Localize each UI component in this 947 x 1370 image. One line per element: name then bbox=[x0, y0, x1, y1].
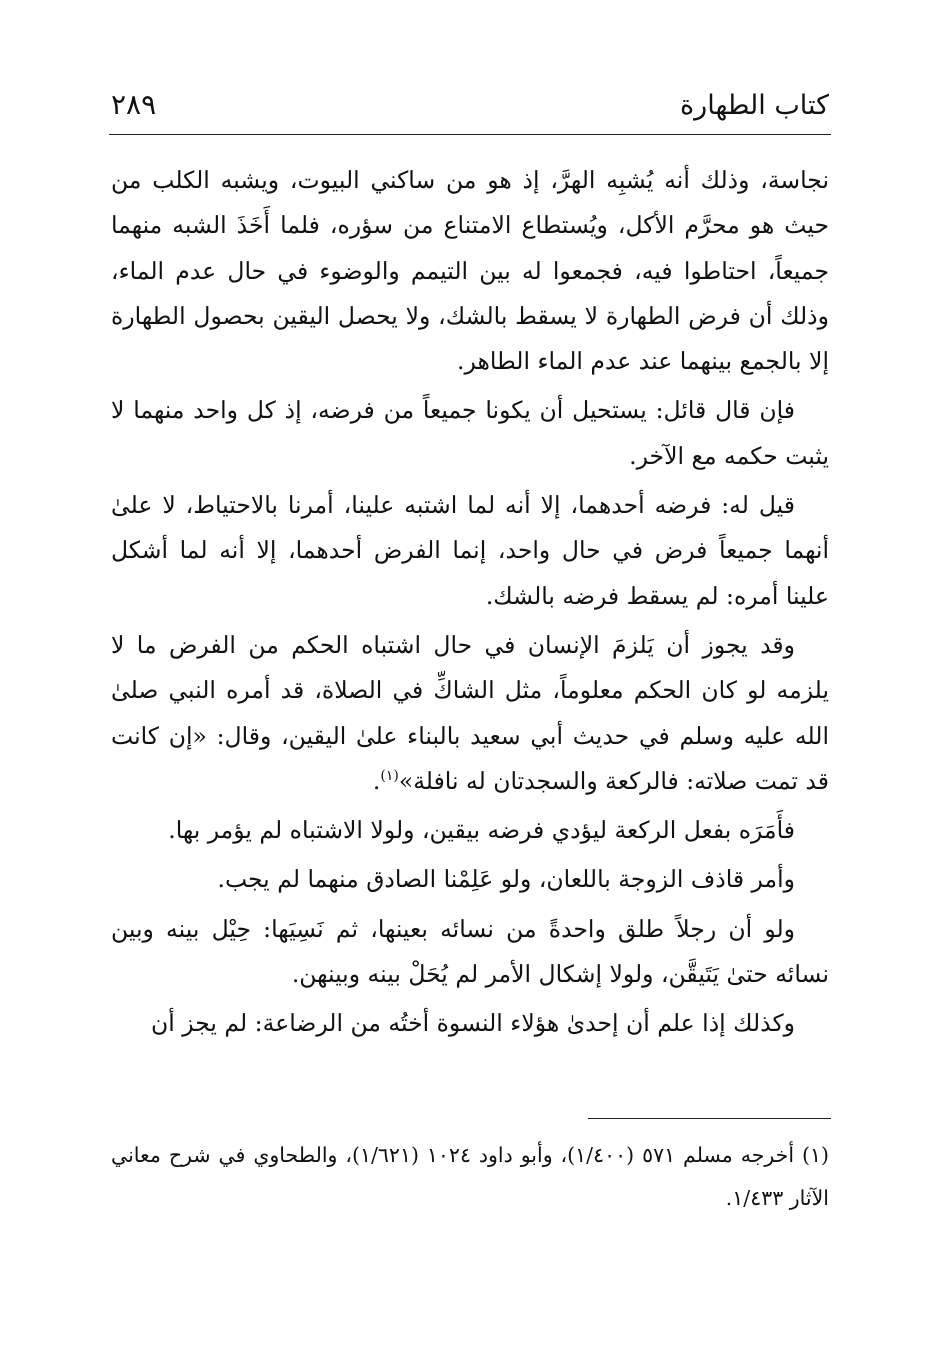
page-header bbox=[111, 84, 829, 130]
paragraph-3: قيل له: فرضه أحدهما، إلا أنه لما اشتبه علينا، أمرنا بالاحتياط، لا علىٰ أنهما جميعاً فرض في حال واحد، إنما الفرض أحدهما، إلا أنه لما أشكل علينا أمره: لم يسقط فرضه بالشك. bbox=[111, 491, 829, 610]
footnote-divider bbox=[588, 1118, 831, 1119]
footnotes bbox=[111, 1134, 829, 1220]
footnote-1: (١) أخرجه مسلم ٥٧١ (١/٤٠٠)، وأبو داود ١٠٢٤ (١/٦٢١)، والطحاوي في شرح معاني الآثار ١/٤٣٣. bbox=[111, 1143, 830, 1210]
paragraph-4-text: وقد يجوز أن يَلزمَ الإنسان في حال اشتباه الحكم من الفرض ما لا يلزمه لو كان الحكم معلوماً، مثل الشاكِّ في الصلاة، قد أمره النبي صلىٰ الله عليه وسلم في حديث أبي سعيد بالبناء علىٰ اليقين، وقال: «إن كانت قد تمت صلاته: فالركعة والسجدتان له نافلة» bbox=[111, 630, 829, 795]
page-number: ٢٨٩ bbox=[111, 88, 157, 121]
header-divider bbox=[109, 134, 831, 135]
paragraph-2: فإن قال قائل: يستحيل أن يكونا جميعاً من فرضه، إذ كل واحد منهما لا يثبت حكمه مع الآخر. bbox=[111, 396, 829, 470]
paragraph-7: ولو أن رجلاً طلق واحدةً من نسائه بعينها، ثم نَسِيَها: حِيْل بينه وبين نسائه حتىٰ يَتَيقَّن، ولولا إشكال الأمر لم يُحَلْ بينه وبينهن. bbox=[111, 914, 829, 989]
paragraph-5: فأَمَرَه بفعل الركعة ليؤدي فرضه بيقين، ولولا الاشتباه لم يؤمر بها. bbox=[168, 816, 795, 845]
paragraph-6: وأمر قاذف الزوجة باللعان، ولو عَلِمْنا الصادق منهما لم يجب. bbox=[217, 865, 795, 894]
paragraph-8: وكذلك إذا علم أن إحدىٰ هؤلاء النسوة أختُه من الرضاعة: لم يجز أن bbox=[151, 1009, 795, 1038]
chapter-title: كتاب الطهارة bbox=[680, 90, 829, 121]
paragraph-1: نجاسة، وذلك أنه يُشبِه الهرَّ، إذ هو من ساكني البيوت، ويشبه الكلب من حيث هو محرَّم الأكل، ويُستطاع الامتناع من سؤره، فلما أَخَذَ الشبه منهما جميعاً، احتاطوا فيه، فجمعوا له بين التيمم والوضوء في حال عدم الماء، وذلك أن فرض الطهارة لا يسقط بالشك، ولا يحصل اليقين بحصول الطهارة إلا بالجمع بينهما عند عدم الماء الطاهر. bbox=[111, 166, 829, 376]
footnote-reference-1: (١) bbox=[380, 768, 399, 785]
paragraph-4 bbox=[111, 623, 829, 804]
paragraph-4-tail: . bbox=[372, 766, 381, 795]
main-text bbox=[111, 158, 829, 1051]
